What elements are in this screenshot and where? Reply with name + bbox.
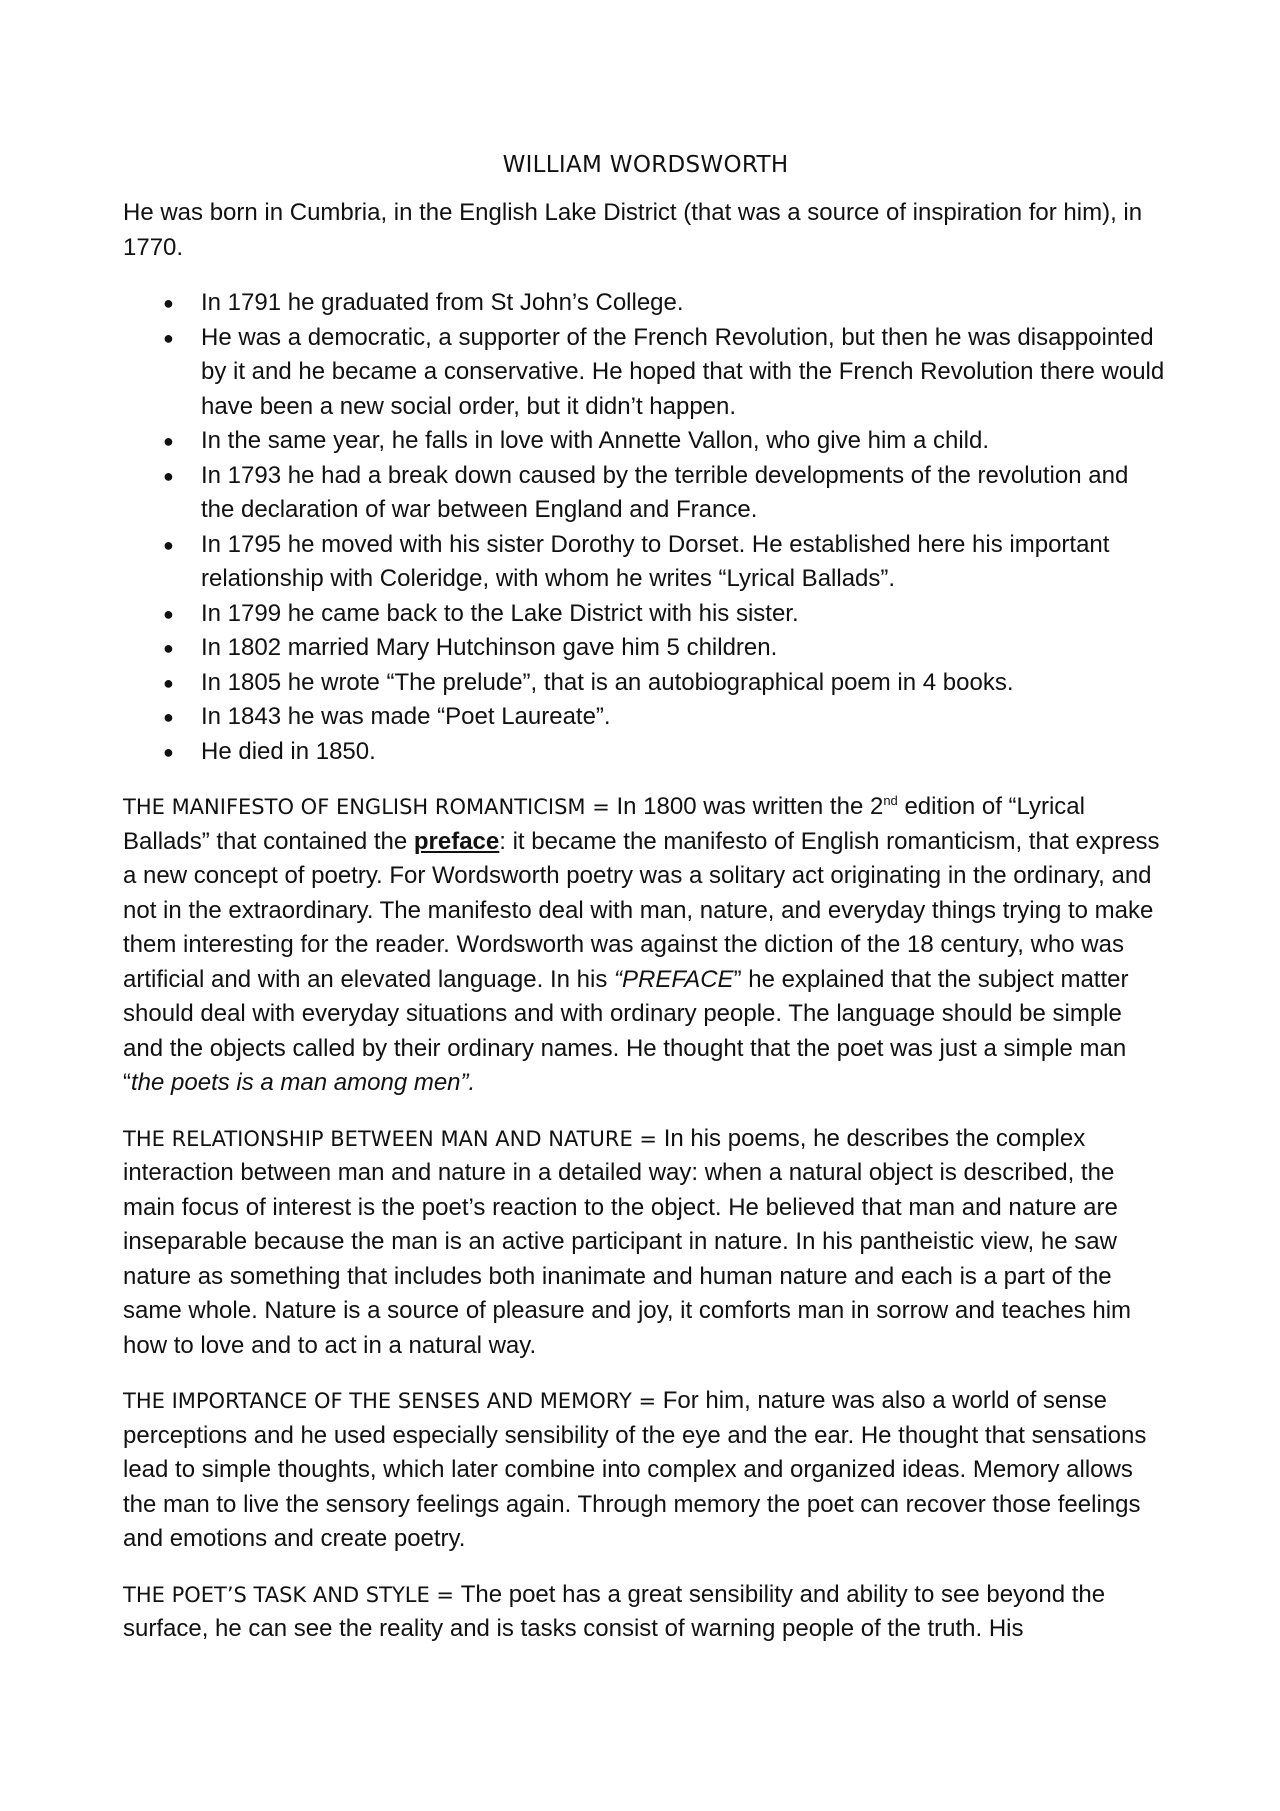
bullet-icon: ● bbox=[163, 327, 174, 348]
task-paragraph: THE POET’S TASK AND STYLE = The poet has a great sensibility and ability to see beyond the surface, he can see the reality and is tasks consist of warning people of the truth. His bbox=[123, 1580, 1106, 1642]
list-item: ● In 1802 married Mary Hutchinson gave him 5 children. bbox=[123, 631, 1168, 666]
bullet-icon: ● bbox=[163, 465, 174, 486]
list-item: ● In the same year, he falls in love with Annette Vallon, who give him a child. bbox=[123, 424, 1168, 459]
bullet-icon: ● bbox=[163, 431, 174, 451]
superscript-nd: nd bbox=[883, 793, 898, 808]
section-label-relationship: THE RELATIONSHIP BETWEEN MAN AND NATURE = bbox=[123, 1126, 664, 1151]
section-label-senses: THE IMPORTANCE OF THE SENSES AND MEMORY = bbox=[123, 1389, 663, 1413]
bullet-icon: ● bbox=[163, 741, 174, 762]
list-item: ● In 1791 he graduated from St John’s College. bbox=[123, 286, 1168, 321]
section-label-task: THE POET’S TASK AND STYLE = bbox=[123, 1582, 461, 1607]
intro-paragraph: He was born in Cumbria, in the English Lake District (that was a source of inspiration for him), in 1770. bbox=[123, 199, 1143, 261]
bullet-icon: ● bbox=[163, 672, 174, 693]
bullet-icon: ● bbox=[163, 534, 174, 555]
bullet-icon: ● bbox=[163, 707, 174, 727]
list-item: ● He died in 1850. bbox=[123, 735, 1168, 770]
preface-italic: “PREFACE bbox=[613, 965, 734, 993]
section-label-manifesto: THE MANIFESTO OF ENGLISH ROMANTICISM = bbox=[123, 795, 617, 819]
relationship-paragraph: THE RELATIONSHIP BETWEEN MAN AND NATURE = In his poems, he describes the complex interaction between man and nature in a detailed way: when a natural object is described, the main focus of interest is the poet’s reaction to the object. He believed that man and nature are inseparable because the man is an active participant in nature. In his pantheistic view, he saw nature as something that includes both inanimate and human nature and each is a part of the same whole. Nature is a source of pleasure and joy, it comforts man in sorrow and teaches him how to love and to act in a natural way. bbox=[123, 1124, 1132, 1359]
senses-paragraph: THE IMPORTANCE OF THE SENSES AND MEMORY = For him, nature was also a world of sense perceptions and he used especially sensibility of the eye and the ear. He thought that sensations lead to simple thoughts, which later combine into complex and organized ideas. Memory allows the man to live the sensory feelings again. Through memory the poet can recover those feelings and emotions and create poetry. bbox=[123, 1387, 1147, 1552]
list-item: ● In 1799 he came back to the Lake District with his sister. bbox=[123, 597, 1168, 632]
bullet-icon: ● bbox=[163, 603, 174, 624]
list-item: ● In 1793 he had a break down caused by the terrible developments of the revolution and the declaration of war between England and France. bbox=[123, 459, 1168, 528]
document-page bbox=[123, 148, 1168, 1668]
manifesto-paragraph: THE MANIFESTO OF ENGLISH ROMANTICISM = In 1800 was written the 2nd edition of “Lyrical Ballads” that contained the preface: it became the manifesto of English romanticism, that express a new concept of poetry. For Wordsworth poetry was a solitary act originating in the ordinary, and not in the extraordinary. The manifesto deal with man, nature, and everyday things trying to make them interesting for the reader. Wordsworth was against the diction of the 18 century, who was artificial and with an elevated language. In his “PREFACE” he explained that the subject matter should deal with everyday situations and with ordinary people. The language should be simple and the objects called by their ordinary names. He thought that the poet was just a simple man “the poets is a man among men”. bbox=[123, 793, 1160, 1096]
list-item: ● He was a democratic, a supporter of the French Revolution, but then he was disappointed by it and he became a conservative. He hoped that with the French Revolution there would have been a new social order, but it didn’t happen. bbox=[123, 321, 1168, 425]
page-title: WILLIAM WORDSWORTH bbox=[502, 152, 789, 178]
quote-italic: the poets is a man among men”. bbox=[131, 1069, 476, 1096]
bullet-icon: ● bbox=[163, 293, 174, 313]
preface-emphasis: preface bbox=[413, 827, 500, 855]
bullet-icon: ● bbox=[163, 638, 174, 658]
list-item: ● In 1843 he was made “Poet Laureate”. bbox=[123, 700, 1168, 735]
list-item: ● In 1795 he moved with his sister Dorothy to Dorset. He established here his important relationship with Coleridge, with whom he writes “Lyrical Ballads”. bbox=[123, 528, 1168, 597]
biography-list bbox=[123, 286, 1168, 769]
list-item: ● In 1805 he wrote “The prelude”, that is an autobiographical poem in 4 books. bbox=[123, 666, 1168, 701]
